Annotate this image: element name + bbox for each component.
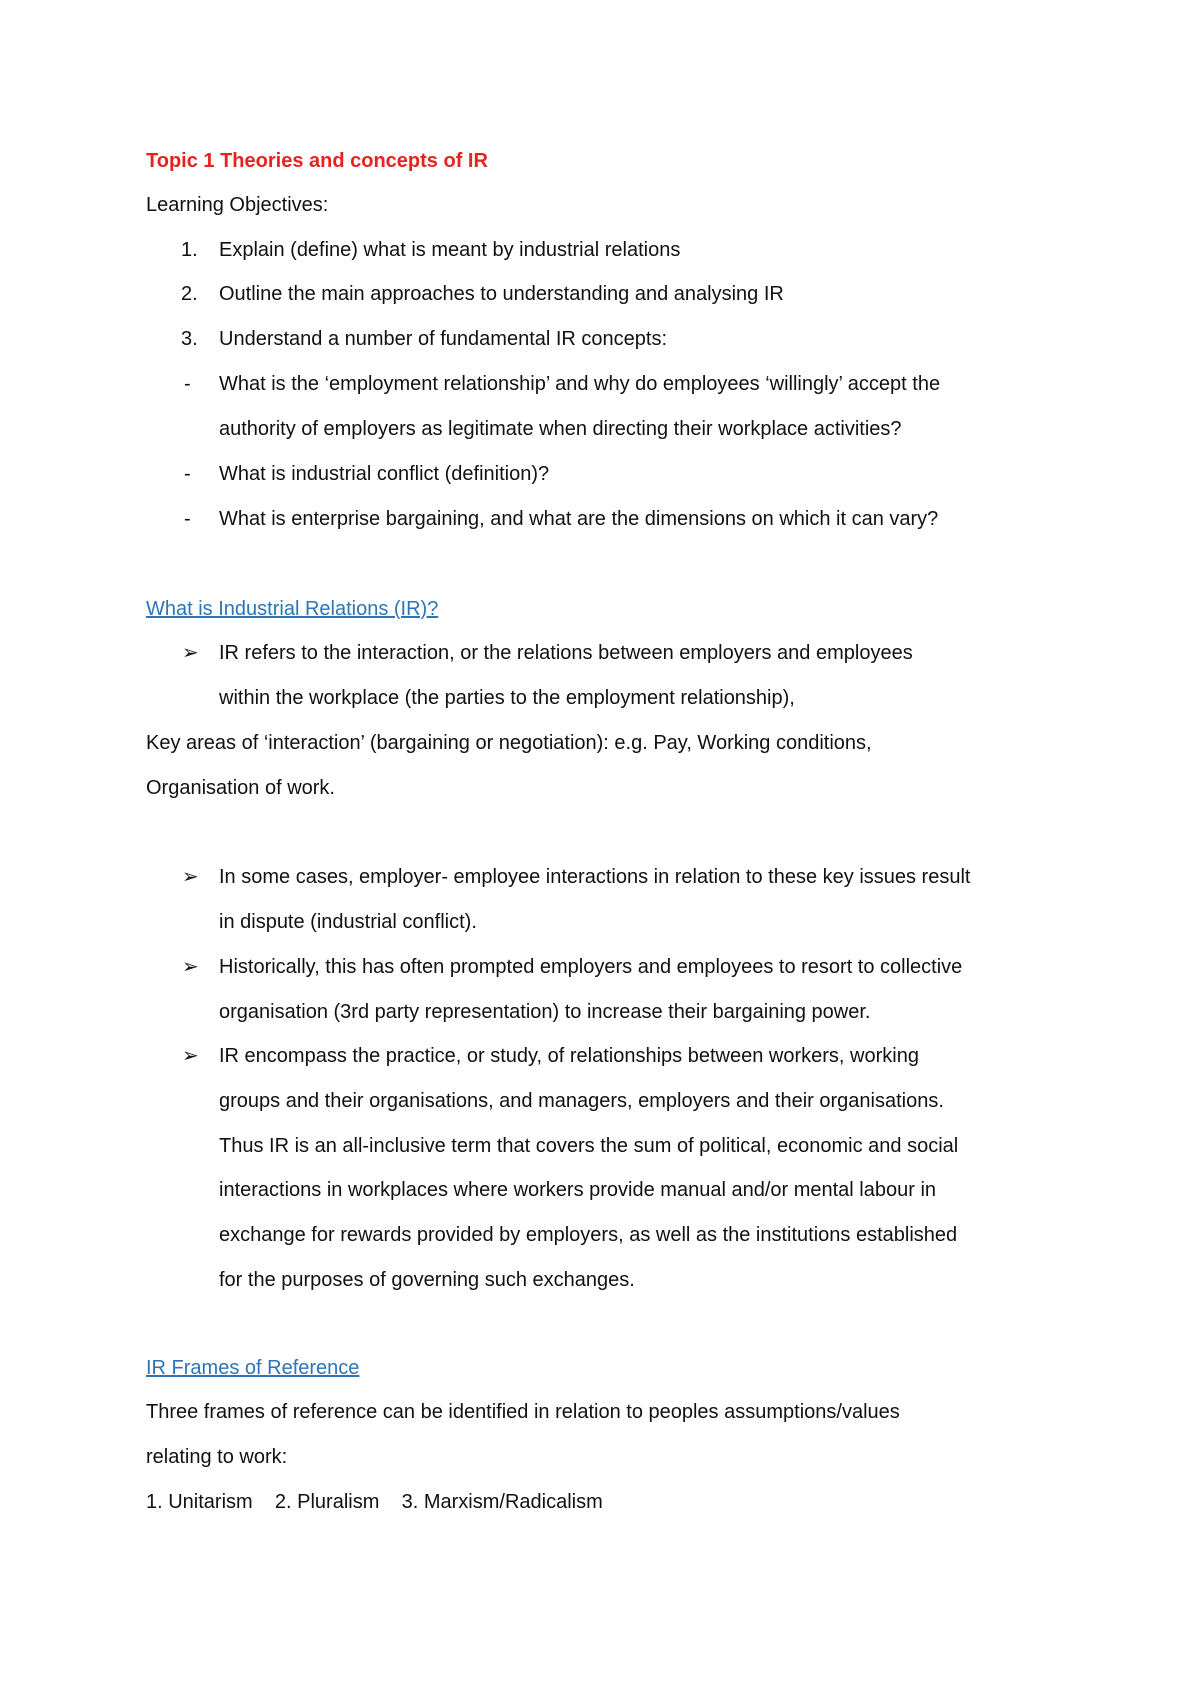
sub-objective-line: authority of employers as legitimate when directing their workplace activities?	[219, 418, 902, 440]
bullet-line: IR refers to the interaction, or the relations between employers and employees	[219, 642, 913, 664]
dash-marker: -	[184, 373, 191, 395]
arrow-bullet-icon: ➢	[182, 956, 199, 978]
bullet-line: for the purposes of governing such exchanges.	[219, 1269, 635, 1291]
bullet-line: organisation (3rd party representation) to increase their bargaining power.	[219, 1001, 871, 1023]
bullet-line: interactions in workplaces where workers provide manual and/or mental labour in	[219, 1179, 937, 1201]
arrow-bullet-icon: ➢	[182, 866, 199, 888]
objective-text: Explain (define) what is meant by industrial relations	[219, 239, 681, 261]
objective-text: Outline the main approaches to understanding and analysing IR	[219, 283, 784, 305]
dash-marker: -	[184, 508, 191, 530]
objective-text: Understand a number of fundamental IR concepts:	[219, 328, 668, 350]
objective-number: 3.	[181, 328, 198, 350]
sub-objective-line: What is industrial conflict (definition)?	[219, 463, 550, 485]
paragraph-line: Organisation of work.	[146, 777, 335, 799]
sub-objective-line: What is enterprise bargaining, and what are the dimensions on which it can vary?	[219, 508, 939, 530]
bullet-line: within the workplace (the parties to the employment relationship),	[219, 687, 795, 709]
paragraph-line: relating to work:	[146, 1446, 288, 1468]
bullet-line: groups and their organisations, and managers, employers and their organisations.	[219, 1090, 944, 1112]
document-title: Topic 1 Theories and concepts of IR	[146, 150, 488, 172]
paragraph-line: Key areas of ‘interaction’ (bargaining or negotiation): e.g. Pay, Working conditions,	[146, 732, 872, 754]
objective-number: 1.	[181, 239, 198, 261]
bullet-line: Thus IR is an all-inclusive term that covers the sum of political, economic and social	[219, 1135, 959, 1157]
bullet-line: exchange for rewards provided by employers, as well as the institutions established	[219, 1224, 958, 1246]
arrow-bullet-icon: ➢	[182, 642, 199, 664]
section-heading-what-is-ir: What is Industrial Relations (IR)?	[146, 598, 439, 620]
section-heading-frames-of-reference: IR Frames of Reference	[146, 1357, 360, 1379]
dash-marker: -	[184, 463, 191, 485]
bullet-line: In some cases, employer- employee interactions in relation to these key issues result	[219, 866, 971, 888]
paragraph-line: Three frames of reference can be identified in relation to peoples assumptions/values	[146, 1401, 900, 1423]
learning-objectives-label: Learning Objectives:	[146, 194, 329, 216]
sub-objective-line: What is the ‘employment relationship’ and why do employees ‘willingly’ accept the	[219, 373, 941, 395]
arrow-bullet-icon: ➢	[182, 1045, 199, 1067]
bullet-line: in dispute (industrial conflict).	[219, 911, 477, 933]
bullet-line: Historically, this has often prompted employers and employees to resort to collective	[219, 956, 963, 978]
objective-number: 2.	[181, 283, 198, 305]
bullet-line: IR encompass the practice, or study, of relationships between workers, working	[219, 1045, 919, 1067]
frames-list: 1. Unitarism 2. Pluralism 3. Marxism/Radicalism	[146, 1491, 603, 1513]
